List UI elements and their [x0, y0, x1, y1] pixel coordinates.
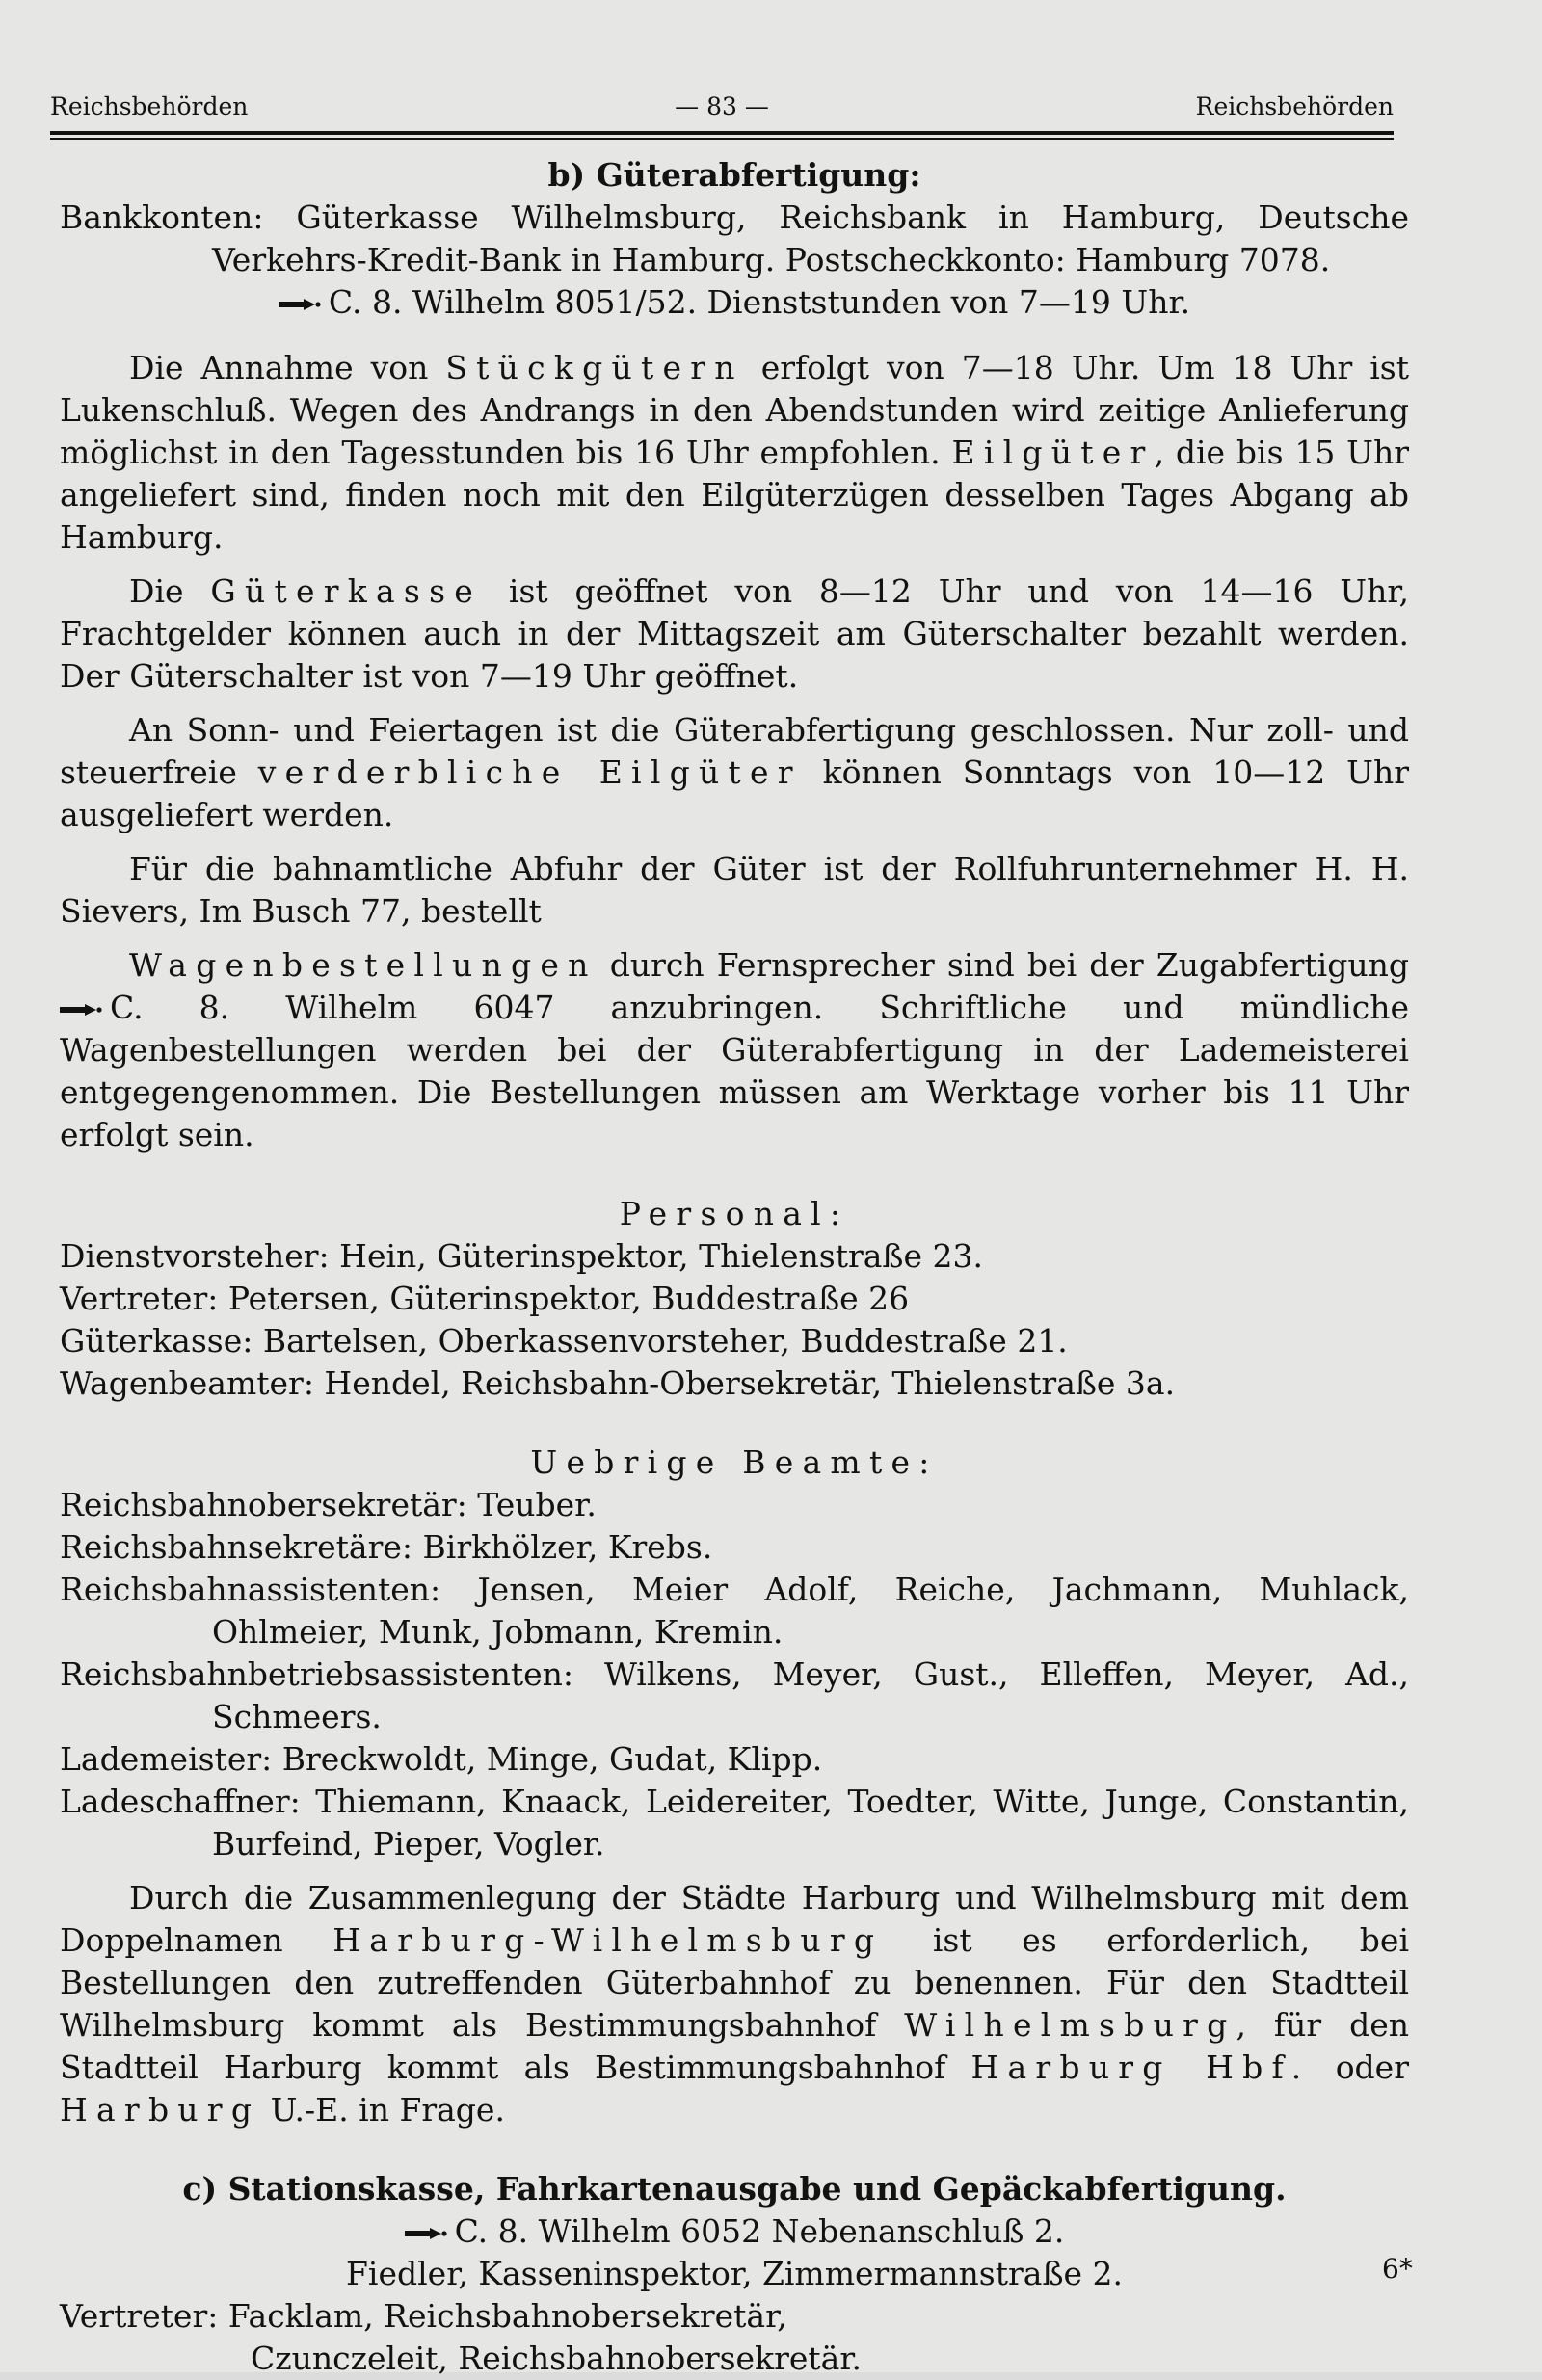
text-run: , die bis 15 Uhr angeliefert sind, finden noch mit den Eilgüterzügen desselben Tages Abgang ab Hamburg.: [60, 434, 1409, 556]
header-right: Reichsbehörden: [1195, 93, 1394, 120]
telephone-hand-icon: [405, 2227, 447, 2240]
telephone-hand-icon: [279, 298, 321, 311]
text-run: können Sonntags von 10—12 Uhr ausgeliefert werden.: [60, 754, 1410, 833]
section-c-vertreter-2: Czunczeleit, Reichsbahnobersekretär.: [251, 2340, 862, 2377]
header-left: Reichsbehörden: [50, 93, 249, 120]
uebrige-heading: Uebrige Beamte:: [530, 1443, 939, 1481]
running-header: [50, 93, 1394, 127]
text-run: ist es erforderlich, bei Bestellungen den zutreffenden Güterbahnhof zu benennen. Für den Stadtteil Wilhelmsburg kommt als Bestimmungsbahnhof: [60, 1921, 1410, 2044]
text-run: oder: [1310, 2049, 1409, 2086]
personal-entry: Vertreter: Petersen, Güterinspektor, Buddestraße 26: [60, 1280, 910, 1317]
text-run: , für den Stadtteil Harburg kommt als Bestimmungsbahnhof: [60, 2006, 1409, 2086]
spaced-term: verderbliche Eilgüter: [257, 754, 802, 791]
paragraph-abfuhr: Für die bahnamtliche Abfuhr der Güter ist der Rollfuhrunternehmer H. H. Sievers, Im Busch 77, bestellt: [60, 850, 1409, 930]
phone-line-c: [60, 2210, 1409, 2253]
text-run: An Sonn- und Feiertagen ist die Güterabfertigung geschlossen. Nur zoll- und steuerfreie: [60, 711, 1409, 791]
paragraph-gueterkasse: [60, 570, 1409, 698]
bank-accounts: Bankkonten: Güterkasse Wilhelmsburg, Reichsbank in Hamburg, Deutsche Verkehrs-Kredit-Bank in Hamburg. Postscheckkonto: Hamburg 7078.: [60, 198, 1409, 278]
spaced-term: Eilgüter: [951, 434, 1155, 471]
spaced-term: Harburg: [60, 2091, 261, 2129]
spaced-term: Stückgütern: [445, 349, 744, 386]
spaced-term: Wagenbestellungen: [129, 946, 598, 984]
paragraph-stueckgueter: [60, 347, 1409, 559]
text-run: C. 8. Wilhelm 6047 anzubringen. Schriftliche und mündliche Wagenbestellungen werden bei der Güterabfertigung in der Lademeisterei entgegengenommen. Die Bestellungen müssen am Werktage vorher bis 11 Uhr erfolgt sein.: [60, 989, 1409, 1153]
text-run: Die: [129, 572, 211, 610]
spaced-term: Harburg Hbf.: [970, 2049, 1311, 2086]
uebrige-entry: Reichsbahnobersekretär: Teuber.: [60, 1486, 597, 1523]
uebrige-entry: Ladeschaffner: Thiemann, Knaack, Leidereiter, Toedter, Witte, Junge, Constantin, Burfeind, Pieper, Vogler.: [60, 1783, 1409, 1863]
uebrige-entry: Reichsbahnbetriebsassistenten: Wilkens, Meyer, Gust., Elleffen, Meyer, Ad., Schmeers.: [60, 1655, 1409, 1735]
text-run: ist geöffnet von 8—12 Uhr und von 14—16 Uhr, Frachtgelder können auch in der Mittagszeit am Güterschalter bezahlt werden. Der Güterschalter ist von 7—19 Uhr geöffnet.: [60, 572, 1410, 695]
text-run: Die Annahme von: [129, 349, 446, 386]
spaced-term: Güterkasse: [210, 572, 483, 610]
header-rule-thin: [50, 138, 1394, 140]
text-run: U.-E. in Frage.: [260, 2091, 505, 2129]
text-run: durch Fernsprecher sind bei der Zugabfertigung: [597, 946, 1409, 984]
uebrige-entry: Reichsbahnassistenten: Jensen, Meier Adolf, Reiche, Jachmann, Muhlack, Ohlmeier, Munk, Jobmann, Kremin.: [60, 1571, 1409, 1651]
paragraph-harburg-wilhelmsburg: [60, 1877, 1409, 2131]
vertreter-entry: Facklam, Reichsbahnobersekretär,: [227, 2297, 787, 2335]
text-run: erfolgt von 7—18 Uhr. Um 18 Uhr ist Lukenschluß. Wegen des Andrangs in den Abendstunden wird zeitige Anlieferung möglichst in den Tagesstunden bis 16 Uhr empfohlen.: [60, 349, 1409, 471]
personal-entry: Dienstvorsteher: Hein, Güterinspektor, Thielenstraße 23.: [60, 1237, 983, 1275]
page-number: — 83 —: [675, 93, 769, 120]
phone-text-b: C. 8. Wilhelm 8051/52. Dienststunden von 7—19 Uhr.: [328, 283, 1191, 321]
section-c-head: Fiedler, Kasseninspektor, Zimmermannstraße 2.: [346, 2255, 1123, 2292]
uebrige-entry: Reichsbahnsekretäre: Birkhölzer, Krebs.: [60, 1528, 713, 1566]
header-rule: [50, 131, 1394, 135]
personal-list: [60, 1235, 1409, 1405]
spaced-term: Harburg-Wilhelmsburg: [332, 1921, 884, 1959]
section-c-title: c) Stationskasse, Fahrkartenausgabe und Gepäckabfertigung.: [182, 2170, 1287, 2208]
paragraph-wagenbestellungen: [60, 944, 1409, 1156]
phone-text-c: C. 8. Wilhelm 6052 Nebenanschluß 2.: [454, 2212, 1065, 2250]
section-b-title: b) Güterabfertigung:: [547, 156, 921, 194]
personal-entry: Wagenbeamter: Hendel, Reichsbahn-Obersekretär, Thielenstraße 3a.: [60, 1364, 1176, 1402]
signature-mark: 6*: [1382, 2253, 1413, 2285]
section-c-vertreter: [60, 2295, 1409, 2338]
personal-entry: Güterkasse: Bartelsen, Oberkassenvorsteher, Buddestraße 21.: [60, 1322, 1068, 1360]
uebrige-list: [60, 1484, 1409, 1865]
telephone-hand-icon: [60, 1003, 102, 1017]
personal-heading: Personal:: [619, 1195, 850, 1232]
page-content: [60, 154, 1409, 2380]
uebrige-entry: Lademeister: Breckwoldt, Minge, Gudat, Klipp.: [60, 1740, 823, 1778]
text-run: Durch die Zusammenlegung der Städte Harburg und Wilhelmsburg mit dem Doppelnamen: [60, 1879, 1409, 1959]
paragraph-feiertage: [60, 709, 1409, 836]
phone-line-b: [60, 281, 1409, 324]
vertreter-label: Vertreter:: [60, 2297, 219, 2335]
spaced-term: Wilhelmsburg: [904, 2006, 1236, 2044]
